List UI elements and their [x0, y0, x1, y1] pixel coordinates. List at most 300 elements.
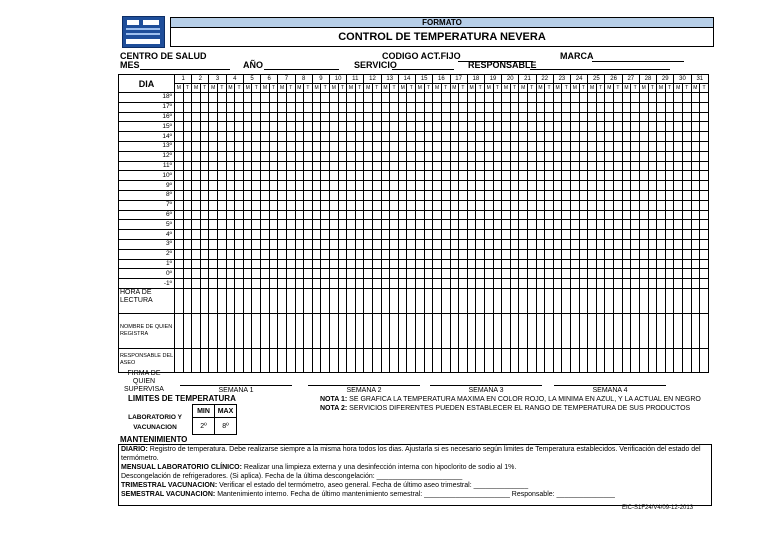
temp-cell[interactable] [467, 112, 476, 122]
temp-cell[interactable] [648, 220, 657, 230]
temp-cell[interactable] [545, 210, 554, 220]
temp-cell[interactable] [639, 151, 648, 161]
temp-cell[interactable] [364, 151, 373, 161]
responsable-aseo-cell[interactable] [519, 348, 528, 372]
temp-cell[interactable] [639, 210, 648, 220]
temp-cell[interactable] [364, 190, 373, 200]
temp-cell[interactable] [416, 279, 425, 289]
nombre-registra-cell[interactable] [596, 313, 605, 348]
temp-cell[interactable] [493, 132, 502, 142]
temp-cell[interactable] [235, 200, 244, 210]
responsable-aseo-cell[interactable] [682, 348, 691, 372]
temp-cell[interactable] [329, 122, 338, 132]
temp-cell[interactable] [398, 239, 407, 249]
temp-cell[interactable] [416, 122, 425, 132]
temp-cell[interactable] [527, 151, 536, 161]
temp-cell[interactable] [235, 102, 244, 112]
temp-cell[interactable] [175, 259, 184, 269]
temp-cell[interactable] [218, 200, 227, 210]
temp-cell[interactable] [605, 239, 614, 249]
temp-cell[interactable] [175, 239, 184, 249]
temp-cell[interactable] [398, 279, 407, 289]
temp-cell[interactable] [381, 161, 390, 171]
temp-cell[interactable] [519, 259, 528, 269]
temp-cell[interactable] [467, 141, 476, 151]
temp-cell[interactable] [596, 269, 605, 279]
temp-cell[interactable] [657, 93, 666, 103]
nombre-registra-cell[interactable] [226, 313, 235, 348]
temp-cell[interactable] [286, 259, 295, 269]
temp-cell[interactable] [665, 171, 674, 181]
temp-cell[interactable] [588, 210, 597, 220]
temp-cell[interactable] [218, 279, 227, 289]
temp-cell[interactable] [476, 220, 485, 230]
temp-cell[interactable] [192, 279, 201, 289]
temp-cell[interactable] [700, 102, 709, 112]
temp-cell[interactable] [579, 249, 588, 259]
temp-cell[interactable] [665, 239, 674, 249]
temp-cell[interactable] [364, 122, 373, 132]
temp-cell[interactable] [622, 141, 631, 151]
temp-cell[interactable] [691, 230, 700, 240]
temp-cell[interactable] [175, 220, 184, 230]
nombre-registra-cell[interactable] [502, 313, 511, 348]
temp-cell[interactable] [657, 210, 666, 220]
temp-cell[interactable] [605, 161, 614, 171]
temp-cell[interactable] [579, 141, 588, 151]
temp-cell[interactable] [295, 93, 304, 103]
nombre-registra-cell[interactable] [493, 313, 502, 348]
temp-cell[interactable] [682, 190, 691, 200]
temp-cell[interactable] [536, 151, 545, 161]
temp-cell[interactable] [553, 220, 562, 230]
temp-cell[interactable] [639, 239, 648, 249]
temp-cell[interactable] [373, 269, 382, 279]
temp-cell[interactable] [639, 171, 648, 181]
temp-cell[interactable] [571, 141, 580, 151]
temp-cell[interactable] [304, 230, 313, 240]
temp-cell[interactable] [665, 151, 674, 161]
hora-lectura-cell[interactable] [467, 288, 476, 313]
temp-cell[interactable] [381, 93, 390, 103]
temp-cell[interactable] [579, 122, 588, 132]
temp-cell[interactable] [433, 279, 442, 289]
responsable-aseo-cell[interactable] [459, 348, 468, 372]
temp-cell[interactable] [209, 230, 218, 240]
responsable-aseo-cell[interactable] [278, 348, 287, 372]
temp-cell[interactable] [553, 230, 562, 240]
temp-cell[interactable] [605, 210, 614, 220]
temp-cell[interactable] [682, 171, 691, 181]
temp-cell[interactable] [553, 239, 562, 249]
temp-cell[interactable] [390, 279, 399, 289]
temp-cell[interactable] [407, 93, 416, 103]
temp-cell[interactable] [691, 181, 700, 191]
temp-cell[interactable] [235, 230, 244, 240]
temp-cell[interactable] [450, 230, 459, 240]
temp-cell[interactable] [407, 171, 416, 181]
temp-cell[interactable] [433, 259, 442, 269]
temp-cell[interactable] [484, 190, 493, 200]
hora-lectura-cell[interactable] [536, 288, 545, 313]
temp-cell[interactable] [441, 181, 450, 191]
temp-cell[interactable] [622, 93, 631, 103]
temp-cell[interactable] [381, 200, 390, 210]
nombre-registra-cell[interactable] [218, 313, 227, 348]
temp-cell[interactable] [407, 269, 416, 279]
temp-cell[interactable] [261, 141, 270, 151]
temp-cell[interactable] [416, 102, 425, 112]
nombre-registra-cell[interactable] [329, 313, 338, 348]
temp-cell[interactable] [536, 249, 545, 259]
temp-cell[interactable] [588, 112, 597, 122]
temp-cell[interactable] [648, 141, 657, 151]
temp-cell[interactable] [175, 200, 184, 210]
temp-cell[interactable] [200, 161, 209, 171]
temp-cell[interactable] [648, 151, 657, 161]
temp-cell[interactable] [269, 122, 278, 132]
temp-cell[interactable] [588, 141, 597, 151]
temp-cell[interactable] [459, 259, 468, 269]
temp-cell[interactable] [235, 161, 244, 171]
temp-cell[interactable] [450, 239, 459, 249]
temp-cell[interactable] [700, 181, 709, 191]
temp-cell[interactable] [312, 269, 321, 279]
responsable-aseo-cell[interactable] [261, 348, 270, 372]
temp-cell[interactable] [226, 220, 235, 230]
temp-cell[interactable] [286, 171, 295, 181]
temp-cell[interactable] [209, 171, 218, 181]
temp-cell[interactable] [614, 220, 623, 230]
temp-cell[interactable] [553, 93, 562, 103]
temp-cell[interactable] [657, 141, 666, 151]
temp-cell[interactable] [545, 279, 554, 289]
temp-cell[interactable] [519, 249, 528, 259]
temp-cell[interactable] [571, 151, 580, 161]
temp-cell[interactable] [183, 122, 192, 132]
temp-cell[interactable] [614, 93, 623, 103]
responsable-aseo-cell[interactable] [218, 348, 227, 372]
temp-cell[interactable] [329, 200, 338, 210]
temp-cell[interactable] [235, 93, 244, 103]
temp-cell[interactable] [175, 249, 184, 259]
temp-cell[interactable] [261, 132, 270, 142]
temp-cell[interactable] [450, 161, 459, 171]
hora-lectura-cell[interactable] [588, 288, 597, 313]
temp-cell[interactable] [243, 171, 252, 181]
temp-cell[interactable] [700, 269, 709, 279]
temp-cell[interactable] [364, 102, 373, 112]
temp-cell[interactable] [321, 181, 330, 191]
temp-cell[interactable] [252, 102, 261, 112]
temp-cell[interactable] [657, 269, 666, 279]
temp-cell[interactable] [226, 230, 235, 240]
temp-cell[interactable] [295, 259, 304, 269]
responsable-aseo-cell[interactable] [639, 348, 648, 372]
temp-cell[interactable] [682, 239, 691, 249]
temp-cell[interactable] [665, 279, 674, 289]
nombre-registra-cell[interactable] [657, 313, 666, 348]
temp-cell[interactable] [700, 112, 709, 122]
hora-lectura-cell[interactable] [614, 288, 623, 313]
temp-cell[interactable] [441, 249, 450, 259]
temp-cell[interactable] [295, 230, 304, 240]
nombre-registra-cell[interactable] [269, 313, 278, 348]
temp-cell[interactable] [553, 112, 562, 122]
temp-cell[interactable] [596, 210, 605, 220]
temp-cell[interactable] [226, 122, 235, 132]
temp-cell[interactable] [519, 279, 528, 289]
temp-cell[interactable] [304, 171, 313, 181]
temp-cell[interactable] [433, 269, 442, 279]
temp-cell[interactable] [286, 151, 295, 161]
temp-cell[interactable] [364, 259, 373, 269]
temp-cell[interactable] [502, 122, 511, 132]
temp-cell[interactable] [631, 210, 640, 220]
responsable-aseo-cell[interactable] [467, 348, 476, 372]
hora-lectura-cell[interactable] [373, 288, 382, 313]
temp-cell[interactable] [373, 259, 382, 269]
nombre-registra-cell[interactable] [209, 313, 218, 348]
temp-cell[interactable] [588, 132, 597, 142]
temp-cell[interactable] [381, 141, 390, 151]
temp-cell[interactable] [235, 181, 244, 191]
temp-cell[interactable] [175, 112, 184, 122]
temp-cell[interactable] [390, 210, 399, 220]
temp-cell[interactable] [493, 181, 502, 191]
temp-cell[interactable] [510, 151, 519, 161]
temp-cell[interactable] [200, 220, 209, 230]
temp-cell[interactable] [476, 230, 485, 240]
temp-cell[interactable] [329, 259, 338, 269]
temp-cell[interactable] [286, 279, 295, 289]
temp-cell[interactable] [493, 93, 502, 103]
nombre-registra-cell[interactable] [390, 313, 399, 348]
temp-cell[interactable] [648, 279, 657, 289]
temp-cell[interactable] [183, 210, 192, 220]
temp-cell[interactable] [562, 239, 571, 249]
temp-cell[interactable] [433, 190, 442, 200]
temp-cell[interactable] [235, 249, 244, 259]
temp-cell[interactable] [226, 210, 235, 220]
temp-cell[interactable] [519, 93, 528, 103]
temp-cell[interactable] [665, 190, 674, 200]
temp-cell[interactable] [459, 141, 468, 151]
temp-cell[interactable] [321, 122, 330, 132]
temp-cell[interactable] [261, 200, 270, 210]
temp-cell[interactable] [235, 132, 244, 142]
temp-cell[interactable] [347, 190, 356, 200]
temp-cell[interactable] [295, 249, 304, 259]
temp-cell[interactable] [502, 269, 511, 279]
nombre-registra-cell[interactable] [286, 313, 295, 348]
temp-cell[interactable] [639, 93, 648, 103]
temp-cell[interactable] [450, 279, 459, 289]
temp-cell[interactable] [562, 151, 571, 161]
temp-cell[interactable] [467, 279, 476, 289]
temp-cell[interactable] [338, 112, 347, 122]
nombre-registra-cell[interactable] [355, 313, 364, 348]
temp-cell[interactable] [441, 132, 450, 142]
temp-cell[interactable] [467, 230, 476, 240]
temp-cell[interactable] [459, 249, 468, 259]
temp-cell[interactable] [398, 161, 407, 171]
temp-cell[interactable] [175, 93, 184, 103]
temp-cell[interactable] [218, 171, 227, 181]
responsable-aseo-cell[interactable] [321, 348, 330, 372]
temp-cell[interactable] [192, 249, 201, 259]
temp-cell[interactable] [588, 190, 597, 200]
temp-cell[interactable] [209, 190, 218, 200]
temp-cell[interactable] [536, 112, 545, 122]
responsable-aseo-cell[interactable] [510, 348, 519, 372]
nombre-registra-cell[interactable] [381, 313, 390, 348]
mes-field[interactable] [140, 60, 230, 70]
temp-cell[interactable] [252, 141, 261, 151]
temp-cell[interactable] [527, 112, 536, 122]
temp-cell[interactable] [622, 161, 631, 171]
temp-cell[interactable] [484, 122, 493, 132]
temp-cell[interactable] [614, 279, 623, 289]
temp-cell[interactable] [304, 279, 313, 289]
temp-cell[interactable] [579, 230, 588, 240]
temp-cell[interactable] [562, 230, 571, 240]
temp-cell[interactable] [278, 181, 287, 191]
temp-cell[interactable] [527, 141, 536, 151]
temp-cell[interactable] [545, 161, 554, 171]
temp-cell[interactable] [183, 181, 192, 191]
temp-cell[interactable] [373, 112, 382, 122]
temp-cell[interactable] [355, 181, 364, 191]
temp-cell[interactable] [200, 210, 209, 220]
temp-cell[interactable] [502, 239, 511, 249]
nombre-registra-cell[interactable] [364, 313, 373, 348]
hora-lectura-cell[interactable] [252, 288, 261, 313]
temp-cell[interactable] [639, 141, 648, 151]
temp-cell[interactable] [347, 239, 356, 249]
temp-cell[interactable] [433, 230, 442, 240]
nombre-registra-cell[interactable] [398, 313, 407, 348]
temp-cell[interactable] [252, 239, 261, 249]
temp-cell[interactable] [261, 181, 270, 191]
temp-cell[interactable] [183, 279, 192, 289]
temp-cell[interactable] [269, 132, 278, 142]
temp-cell[interactable] [510, 259, 519, 269]
temp-cell[interactable] [562, 210, 571, 220]
temp-cell[interactable] [588, 102, 597, 112]
temp-cell[interactable] [596, 161, 605, 171]
temp-cell[interactable] [269, 112, 278, 122]
temp-cell[interactable] [562, 249, 571, 259]
temp-cell[interactable] [536, 200, 545, 210]
temp-cell[interactable] [407, 210, 416, 220]
nombre-registra-cell[interactable] [261, 313, 270, 348]
temp-cell[interactable] [295, 171, 304, 181]
responsable-aseo-cell[interactable] [381, 348, 390, 372]
responsable-aseo-cell[interactable] [200, 348, 209, 372]
temp-cell[interactable] [614, 161, 623, 171]
hora-lectura-cell[interactable] [682, 288, 691, 313]
temp-cell[interactable] [493, 200, 502, 210]
temp-cell[interactable] [519, 122, 528, 132]
temp-cell[interactable] [226, 239, 235, 249]
temp-cell[interactable] [261, 249, 270, 259]
temp-cell[interactable] [243, 269, 252, 279]
temp-cell[interactable] [269, 249, 278, 259]
temp-cell[interactable] [674, 122, 683, 132]
temp-cell[interactable] [321, 269, 330, 279]
temp-cell[interactable] [553, 171, 562, 181]
temp-cell[interactable] [665, 220, 674, 230]
temp-cell[interactable] [235, 141, 244, 151]
temp-cell[interactable] [226, 259, 235, 269]
hora-lectura-cell[interactable] [416, 288, 425, 313]
temp-cell[interactable] [441, 171, 450, 181]
temp-cell[interactable] [175, 132, 184, 142]
hora-lectura-cell[interactable] [381, 288, 390, 313]
temp-cell[interactable] [467, 122, 476, 132]
temp-cell[interactable] [329, 190, 338, 200]
temp-cell[interactable] [605, 181, 614, 191]
hora-lectura-cell[interactable] [364, 288, 373, 313]
temp-cell[interactable] [596, 112, 605, 122]
temp-cell[interactable] [373, 181, 382, 191]
temp-cell[interactable] [536, 141, 545, 151]
temp-cell[interactable] [519, 190, 528, 200]
temp-cell[interactable] [605, 230, 614, 240]
temp-cell[interactable] [588, 259, 597, 269]
responsable-aseo-cell[interactable] [312, 348, 321, 372]
temp-cell[interactable] [407, 141, 416, 151]
temp-cell[interactable] [381, 181, 390, 191]
nombre-registra-cell[interactable] [235, 313, 244, 348]
temp-cell[interactable] [304, 181, 313, 191]
temp-cell[interactable] [571, 102, 580, 112]
temp-cell[interactable] [648, 102, 657, 112]
temp-cell[interactable] [381, 249, 390, 259]
temp-cell[interactable] [269, 190, 278, 200]
temp-cell[interactable] [252, 279, 261, 289]
temp-cell[interactable] [674, 210, 683, 220]
temp-cell[interactable] [373, 279, 382, 289]
temp-cell[interactable] [329, 151, 338, 161]
nombre-registra-cell[interactable] [553, 313, 562, 348]
temp-cell[interactable] [631, 220, 640, 230]
nombre-registra-cell[interactable] [648, 313, 657, 348]
temp-cell[interactable] [665, 210, 674, 220]
temp-cell[interactable] [261, 151, 270, 161]
responsable-aseo-cell[interactable] [175, 348, 184, 372]
temp-cell[interactable] [338, 279, 347, 289]
temp-cell[interactable] [321, 200, 330, 210]
temp-cell[interactable] [562, 112, 571, 122]
temp-cell[interactable] [450, 112, 459, 122]
temp-cell[interactable] [424, 93, 433, 103]
temp-cell[interactable] [639, 190, 648, 200]
temp-cell[interactable] [278, 220, 287, 230]
temp-cell[interactable] [226, 269, 235, 279]
temp-cell[interactable] [614, 230, 623, 240]
temp-cell[interactable] [329, 249, 338, 259]
temp-cell[interactable] [355, 190, 364, 200]
temp-cell[interactable] [286, 210, 295, 220]
temp-cell[interactable] [398, 269, 407, 279]
responsable-aseo-cell[interactable] [691, 348, 700, 372]
temp-cell[interactable] [510, 279, 519, 289]
temp-cell[interactable] [347, 112, 356, 122]
temp-cell[interactable] [304, 259, 313, 269]
temp-cell[interactable] [416, 200, 425, 210]
